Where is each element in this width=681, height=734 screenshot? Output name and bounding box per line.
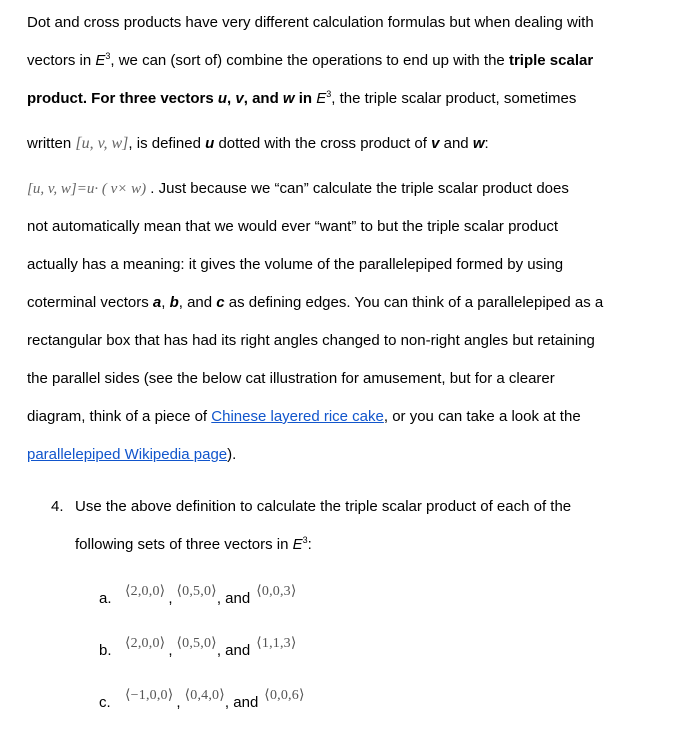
text: coterminal vectors	[27, 294, 153, 311]
triple-product-formula: [u, v, w]=u· ( v× w)	[27, 181, 147, 197]
text: diagram, think of a piece of	[27, 408, 212, 425]
item-marker: b.	[99, 642, 112, 659]
paragraph-line-12	[27, 446, 236, 464]
var-b: b	[169, 294, 179, 311]
vector-1: ⟨2,0,0⟩	[125, 584, 166, 599]
vector-1: ⟨2,0,0⟩	[125, 636, 166, 651]
bold-text: product. For three vectors	[27, 90, 218, 107]
text: as defining edges. You can think of a parallelepiped as a	[224, 294, 604, 311]
text: , is defined	[128, 135, 206, 152]
space-symbol: E	[292, 536, 303, 553]
text: Use the above definition to calculate the triple scalar product of each of the	[75, 498, 572, 515]
item-marker: c.	[99, 694, 111, 711]
text: rectangular box that has had its right angles changed to non-right angles but retaining	[27, 332, 595, 349]
text: the parallel sides (see the below cat illustration for amusement, but for a clearer	[27, 370, 555, 387]
text: following sets of three vectors in	[75, 536, 293, 553]
paragraph-line-1	[27, 14, 594, 32]
text: . Just because we “can” calculate the triple scalar product does	[146, 180, 569, 197]
paragraph-line-6	[27, 218, 558, 236]
sub-item-a	[99, 584, 297, 609]
rice-cake-link[interactable]: Chinese layered rice cake	[211, 408, 384, 425]
comma: ,	[176, 694, 181, 711]
paragraph-line-4	[27, 135, 489, 153]
bold-text: , and	[243, 90, 283, 107]
triple-product-notation: [u, v, w]	[75, 135, 129, 152]
text: , or you can take a look at the	[383, 408, 581, 425]
space-exponent: 3	[105, 51, 111, 61]
text: , we can (sort of) combine the operations to end up with the	[110, 52, 509, 69]
item-marker: a.	[99, 590, 112, 607]
var-u: u	[217, 90, 228, 107]
paragraph-line-7	[27, 256, 563, 274]
and-text: , and	[216, 590, 251, 607]
space-symbol: E	[316, 90, 327, 107]
space-symbol: E	[95, 52, 106, 69]
paragraph-line-11	[27, 408, 581, 426]
text: :	[307, 536, 312, 553]
question-4-line-2	[75, 536, 312, 555]
text: , the triple scalar product, sometimes	[331, 90, 577, 107]
var-a: a	[152, 294, 162, 311]
and-text: , and	[216, 642, 251, 659]
var-u: u	[205, 135, 215, 152]
vector-1: ⟨−1,0,0⟩	[125, 688, 174, 703]
paragraph-line-8	[27, 294, 603, 312]
var-c: c	[216, 294, 225, 311]
wikipedia-link[interactable]: parallelepiped Wikipedia page	[27, 446, 228, 463]
space-exponent: 3	[326, 89, 332, 99]
question-4-line-1	[51, 498, 571, 516]
and-text: , and	[224, 694, 259, 711]
var-v: v	[431, 135, 440, 152]
paragraph-line-5	[27, 180, 569, 198]
paragraph-line-2	[27, 52, 593, 71]
vector-3: ⟨0,0,3⟩	[256, 584, 297, 599]
var-w: w	[472, 135, 485, 152]
text: actually has a meaning: it gives the volume of the parallelepiped formed by using	[27, 256, 564, 273]
vector-2: ⟨0,5,0⟩	[176, 636, 217, 651]
vector-3: ⟨0,0,6⟩	[264, 688, 305, 703]
text: ).	[227, 446, 237, 463]
text: dotted with the cross product of	[214, 135, 432, 152]
text: Dot and cross products have very different calculation formulas but when dealing with	[27, 14, 594, 31]
comma: ,	[227, 90, 236, 107]
bold-term: triple scalar	[508, 52, 594, 69]
sub-item-c	[99, 688, 305, 713]
paragraph-line-9	[27, 332, 595, 350]
space-exponent: 3	[302, 535, 308, 545]
text: not automatically mean that we would ever “want” to but the triple scalar product	[27, 218, 559, 235]
comma: ,	[168, 590, 173, 607]
bold-text: in	[294, 90, 317, 107]
text: vectors in	[27, 52, 96, 69]
text: , and	[178, 294, 217, 311]
text: and	[439, 135, 473, 152]
vector-2: ⟨0,5,0⟩	[176, 584, 217, 599]
paragraph-line-10	[27, 370, 555, 388]
question-number: 4.	[51, 498, 64, 515]
vector-2: ⟨0,4,0⟩	[184, 688, 225, 703]
paragraph-line-3	[27, 90, 576, 109]
text: :	[484, 135, 489, 152]
var-w: w	[282, 90, 295, 107]
vector-3: ⟨1,1,3⟩	[256, 636, 297, 651]
text: written	[27, 135, 76, 152]
sub-item-b	[99, 636, 297, 661]
text: ,	[161, 294, 170, 311]
comma: ,	[168, 642, 173, 659]
var-v: v	[235, 90, 244, 107]
